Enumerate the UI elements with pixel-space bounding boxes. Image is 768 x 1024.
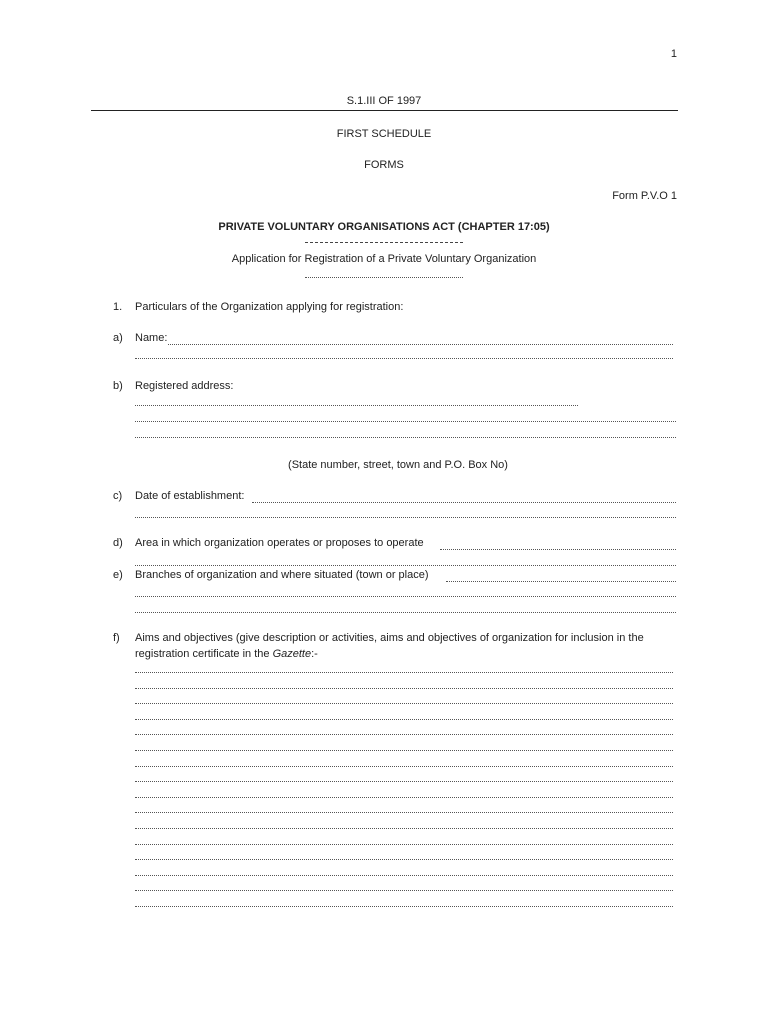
aims-field-line[interactable]: [135, 688, 673, 689]
aims-field-line[interactable]: [135, 906, 673, 907]
aims-field-line[interactable]: [135, 875, 673, 876]
title-underline: [305, 242, 463, 243]
gazette-italic: Gazette: [272, 648, 312, 660]
form-number: Form P.V.O 1: [612, 190, 677, 202]
item-label-e: e): [113, 569, 123, 581]
date-field-line[interactable]: [252, 502, 676, 503]
branches-field-line-2[interactable]: [135, 596, 676, 597]
aims-field-line[interactable]: [135, 766, 673, 767]
address-field-line-1[interactable]: [135, 405, 578, 406]
subtitle-underline: [305, 277, 463, 278]
aims-field-line[interactable]: [135, 890, 673, 891]
item-label-d: d): [113, 537, 123, 549]
branches-field-line[interactable]: [446, 581, 676, 582]
aims-field-line[interactable]: [135, 719, 673, 720]
item-label-b: b): [113, 380, 123, 392]
aims-field-line[interactable]: [135, 812, 673, 813]
aims-field-line[interactable]: [135, 672, 673, 673]
address-field-line-3[interactable]: [135, 437, 676, 438]
address-label: Registered address:: [135, 380, 234, 392]
aims-field-line[interactable]: [135, 797, 673, 798]
section-number: 1.: [113, 301, 123, 313]
area-label: Area in which organization operates or proposes to operate: [135, 537, 424, 549]
area-field-line-2[interactable]: [135, 565, 676, 566]
schedule-heading: FIRST SCHEDULE: [336, 128, 432, 140]
header-rule: [91, 110, 678, 111]
date-label: Date of establishment:: [135, 490, 245, 502]
section-heading: Particulars of the Organization applying for registration:: [135, 301, 404, 313]
area-field-line[interactable]: [440, 549, 676, 550]
aims-field-line[interactable]: [135, 781, 673, 782]
aims-field-line[interactable]: [135, 859, 673, 860]
aims-field-line[interactable]: [135, 734, 673, 735]
address-field-line-2[interactable]: [135, 421, 676, 422]
item-label-a: a): [113, 332, 123, 344]
branches-label: Branches of organization and where situated (town or place): [135, 569, 429, 581]
aims-label-line-2: registration certificate in the Gazette:-: [135, 648, 318, 660]
aims-field-line[interactable]: [135, 828, 673, 829]
address-note: (State number, street, town and P.O. Box No): [288, 459, 508, 471]
page-number: 1: [670, 48, 677, 60]
form-subtitle: Application for Registration of a Private Voluntary Organization: [231, 253, 537, 265]
name-field-line-2[interactable]: [135, 358, 673, 359]
act-title: PRIVATE VOLUNTARY ORGANISATIONS ACT (CHAPTER 17:05): [218, 221, 550, 233]
aims-label-line-1: Aims and objectives (give description or activities, aims and objectives of organization for inclusion in the: [135, 632, 644, 644]
aims-field-line[interactable]: [135, 750, 673, 751]
name-field-line[interactable]: [168, 344, 673, 345]
date-field-line-2[interactable]: [135, 517, 676, 518]
forms-heading: FORMS: [364, 159, 404, 171]
aims-field-line[interactable]: [135, 703, 673, 704]
aims-field-line[interactable]: [135, 844, 673, 845]
item-label-c: c): [113, 490, 123, 502]
instrument-number: S.1.III OF 1997: [346, 95, 422, 107]
name-label: Name:: [135, 332, 168, 344]
item-label-f: f): [113, 632, 120, 644]
branches-field-line-3[interactable]: [135, 612, 676, 613]
